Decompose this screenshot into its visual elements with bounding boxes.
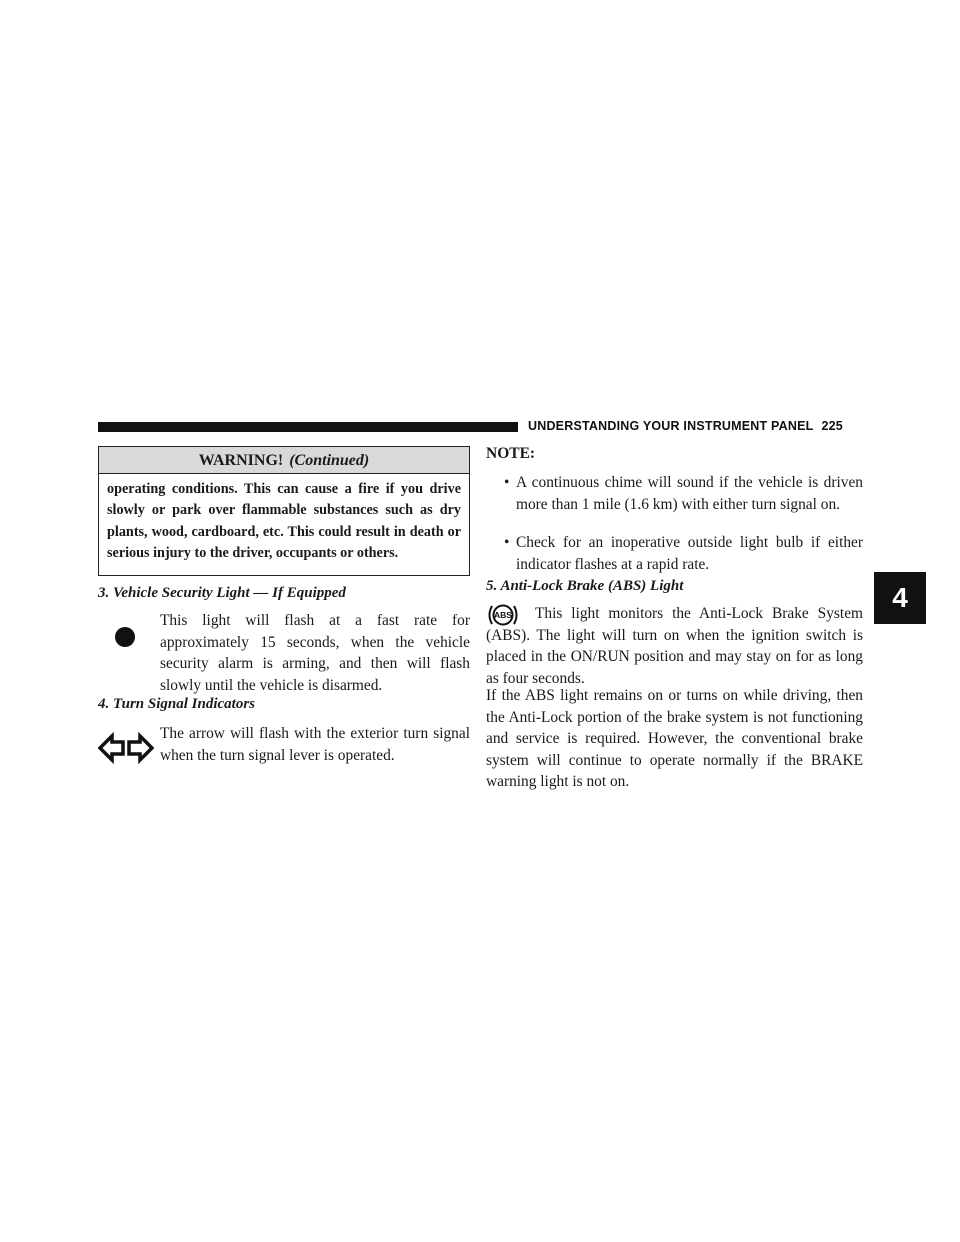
turn-signal-arrows-icon <box>98 728 154 768</box>
page-number: 225 <box>821 419 843 433</box>
running-header <box>528 419 868 433</box>
note-label: NOTE: <box>486 445 536 462</box>
abs-icon-text: ABS <box>494 610 512 621</box>
turn-signal-title: 4. Turn Signal Indicators <box>98 696 255 712</box>
abs-light-text: This light monitors the Anti-Lock Brake System (ABS). The light will turn on when the ignition switch is placed in the ON/RUN position and may stay on for as long as four seconds. <box>486 605 863 687</box>
warning-continued: (Continued) <box>289 452 370 469</box>
chapter-tab: 4 <box>874 572 926 624</box>
warning-body: operating conditions. This can cause a fire if you drive slowly or park over flammable substances such as dry plants, wood, cardboard, etc. This could result in death or serious injury to the driver, occupants or others. <box>107 481 461 562</box>
header-rule <box>98 422 518 432</box>
warning-header <box>99 447 469 474</box>
warning-box <box>98 446 470 576</box>
bullet-dot: • <box>504 474 510 491</box>
security-light-text: This light will flash at a fast rate for approximately 15 seconds, when the vehicle security alarm is arming, and then will flash slowly until the vehicle is disarmed. <box>160 612 470 694</box>
bullet-dot: • <box>504 534 510 551</box>
security-dot-icon <box>114 626 136 648</box>
note-bullet-1-text: A continuous chime will sound if the vehicle is driven more than 1 mile (1.6 km) with either turn signal on. <box>516 474 863 513</box>
note-bullet-1 <box>504 472 863 515</box>
abs-light-title: 5. Anti-Lock Brake (ABS) Light <box>486 578 684 594</box>
header-section: UNDERSTANDING YOUR INSTRUMENT PANEL <box>528 419 814 433</box>
abs-light-text-2: If the ABS light remains on or turns on while driving, then the Anti-Lock portion of the brake system is not functioning and service is required. However, the conventional brake system will continue to operate normally if the BRAKE warning light is not on. <box>486 687 863 791</box>
turn-signal-text: The arrow will flash with the exterior turn signal when the turn signal lever is operated. <box>160 725 470 764</box>
security-light-title: 3. Vehicle Security Light — If Equipped <box>98 585 346 601</box>
note-bullet-2 <box>504 532 863 575</box>
note-bullet-2-text: Check for an inoperative outside light bulb if either indicator flashes at a rapid rate. <box>516 534 863 573</box>
warning-title: WARNING! <box>198 452 284 469</box>
